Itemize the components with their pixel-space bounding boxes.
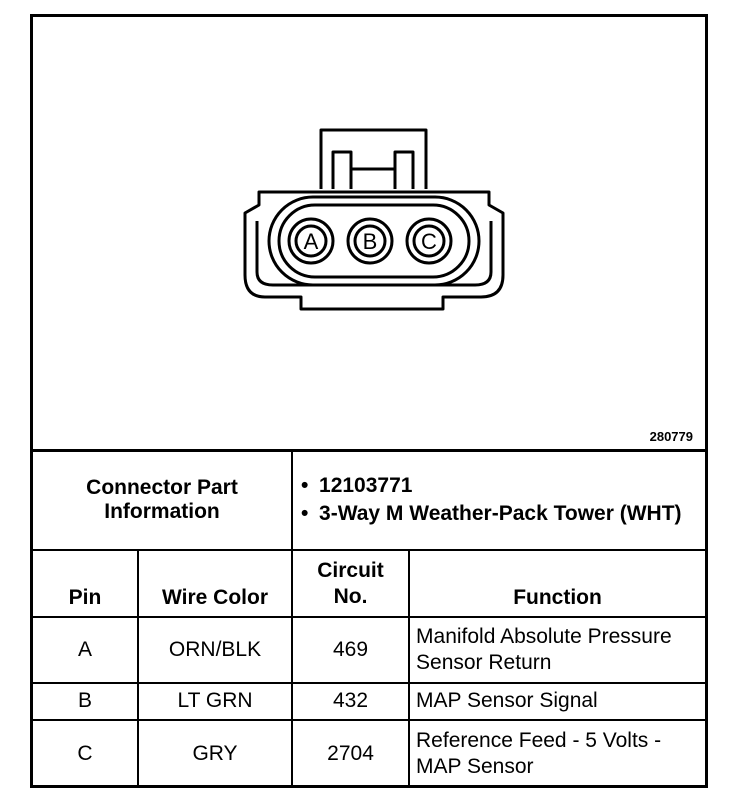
- row-c-function: Reference Feed - 5 Volts - MAP Sensor: [409, 720, 705, 787]
- row-a-circuit-no: 469: [292, 617, 409, 683]
- header-function: Function: [409, 550, 705, 617]
- pin-label-a: A: [303, 229, 319, 254]
- row-c-wire-color: GRY: [138, 720, 292, 787]
- row-c-circuit-no: 2704: [292, 720, 409, 787]
- connector-latch: [321, 130, 426, 189]
- row-a-pin: A: [33, 617, 138, 683]
- row-a-wire-color: ORN/BLK: [138, 617, 292, 683]
- row-b-function: MAP Sensor Signal: [409, 683, 705, 720]
- connector-drawing: [33, 17, 705, 449]
- connector-info-label: Connector Part Information: [33, 451, 292, 550]
- header-pin: Pin: [33, 550, 138, 617]
- header-wire-color: Wire Color: [138, 550, 292, 617]
- row-b-wire-color: LT GRN: [138, 683, 292, 720]
- reference-number: 280779: [649, 429, 693, 444]
- table-header-row: [33, 550, 705, 617]
- pin-label-c: C: [421, 229, 437, 254]
- table-row: [33, 617, 705, 683]
- connector-info-list: [299, 473, 699, 527]
- connector-info-cell: [292, 451, 705, 550]
- connector-sheet: [30, 14, 708, 788]
- connector-table: [33, 449, 705, 787]
- connector-description: • 3-Way M Weather-Pack Tower (WHT): [299, 501, 699, 527]
- row-c-pin: C: [33, 720, 138, 787]
- table-row: [33, 720, 705, 787]
- row-a-function: Manifold Absolute Pressure Sensor Return: [409, 617, 705, 683]
- row-b-circuit-no: 432: [292, 683, 409, 720]
- row-b-pin: B: [33, 683, 138, 720]
- pin-label-b: B: [362, 229, 378, 254]
- table-row: [33, 683, 705, 720]
- connector-info-row: [33, 451, 705, 550]
- header-circuit-no: Circuit No.: [292, 550, 409, 617]
- connector-part-number: • 12103771: [299, 473, 699, 499]
